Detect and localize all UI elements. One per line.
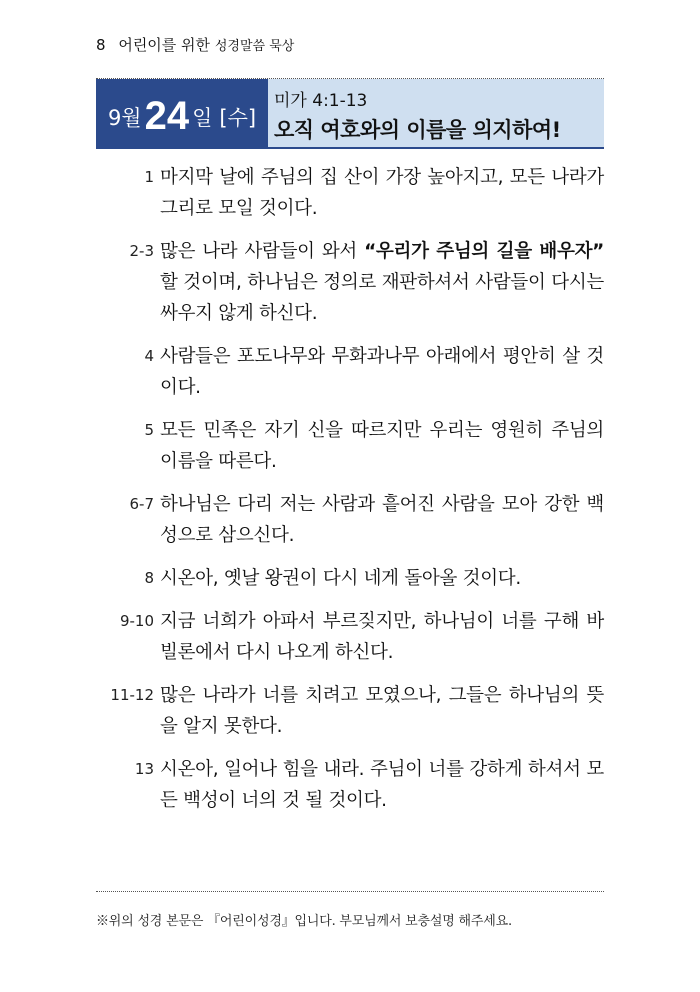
footnote: ※위의 성경 본문은 『어린이성경』입니다. 부모님께서 보충설명 해주세요. [96, 914, 512, 929]
running-head [96, 34, 294, 55]
verse-number: 9-10 [119, 612, 154, 630]
verse-number: 6-7 [129, 495, 154, 513]
devotion-header [96, 78, 604, 149]
verse-item [96, 754, 604, 816]
verse-text-pre: 많은 나라 사람들이 와서 [160, 241, 365, 262]
page-number: 8 [96, 36, 106, 54]
verse-number: 11-12 [110, 686, 154, 704]
verse-text: 사람들은 포도나무와 무화과나무 아래에서 평안히 살 것이다. [160, 346, 604, 398]
verse-text: 많은 나라가 너를 치려고 모였으나, 그들은 하나님의 뜻을 알지 못한다. [160, 685, 604, 737]
verse-list [96, 162, 604, 828]
verse-number: 4 [144, 347, 154, 365]
verse-item [96, 606, 604, 668]
verse-text: 시온아, 일어나 힘을 내라. 주님이 너를 강하게 하셔서 모든 백성이 너의 것 될 것이다. [160, 759, 604, 811]
verse-quote: “우리가 주님의 길을 배우자” [364, 241, 604, 262]
header-underline [96, 147, 604, 149]
verse-item [96, 236, 604, 329]
verse-item [96, 415, 604, 477]
verse-number: 2-3 [129, 242, 154, 260]
verse-text: 모든 민족은 자기 신을 따르지만 우리는 영원히 주님의 이름을 따른다. [160, 420, 604, 472]
date-day-suffix: 일 [192, 106, 213, 130]
date-box [96, 79, 268, 148]
verse-number: 13 [134, 760, 154, 778]
verse-item [96, 162, 604, 224]
verse-text: 마지막 날에 주님의 집 산이 가장 높아지고, 모든 나라가 그리로 모일 것이다. [160, 167, 604, 219]
verse-text: 하나님은 다리 저는 사람과 흩어진 사람을 모아 강한 백성으로 삼으신다. [160, 494, 604, 546]
verse-number: 1 [144, 168, 154, 186]
date-day: 24 [144, 94, 190, 138]
title-box [268, 79, 604, 148]
book-title: 어린이를 위한 [118, 36, 211, 54]
verse-text-post: 할 것이며, 하나님은 정의로 재판하셔서 사람들이 다시는 싸우지 않게 하신다. [160, 272, 604, 324]
verse-number: 8 [144, 569, 154, 587]
verse-item [96, 680, 604, 742]
verse-item [96, 489, 604, 551]
verse-text [160, 236, 604, 329]
verse-item [96, 563, 604, 594]
verse-item [96, 341, 604, 403]
devotion-title: 오직 여호와의 이름을 의지하여! [274, 118, 561, 142]
date-month: 9월 [107, 106, 142, 130]
footer-divider [96, 891, 604, 892]
verse-number: 5 [144, 421, 154, 439]
book-subtitle: 성경말씀 묵상 [214, 39, 295, 54]
date-weekday: [수] [219, 106, 257, 130]
verse-text: 시온아, 옛날 왕권이 다시 네게 돌아올 것이다. [160, 568, 521, 589]
verse-text: 지금 너희가 아파서 부르짖지만, 하나님이 너를 구해 바빌론에서 다시 나오게 하신다. [160, 611, 604, 663]
scripture-reference: 미가 4:1-13 [274, 91, 368, 111]
